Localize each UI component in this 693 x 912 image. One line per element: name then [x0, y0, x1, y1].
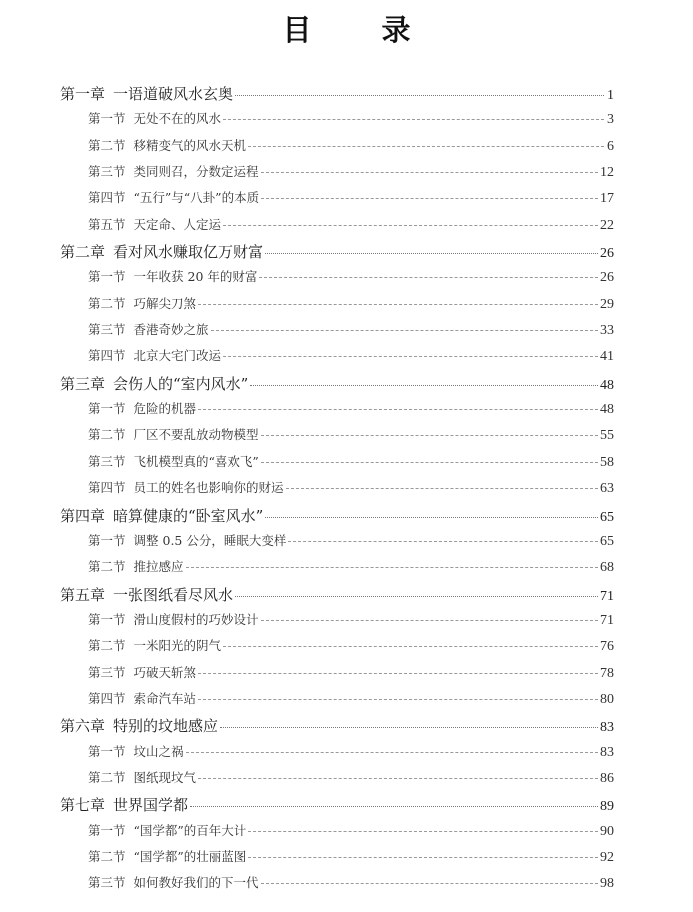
page-number: 76 [600, 639, 614, 655]
section-title: “国学都”的百年大计 [133, 822, 247, 838]
chapter-title: 一语道破风水玄奥 [113, 85, 234, 103]
section-number: 第三节 [88, 322, 126, 338]
toc-section-entry[interactable] [60, 557, 614, 583]
toc-chapter-entry[interactable] [60, 241, 614, 267]
dot-leader [261, 172, 598, 173]
toc-section-entry[interactable] [60, 531, 614, 557]
dot-leader [261, 198, 598, 199]
toc-section-entry[interactable] [60, 873, 614, 899]
dot-leader [248, 146, 604, 147]
toc-chapter-entry[interactable] [60, 83, 614, 109]
dot-leader [265, 517, 598, 518]
section-title: “五行”与“八卦”的本质 [133, 190, 260, 206]
dot-leader [250, 385, 598, 386]
page-number: 65 [600, 509, 614, 525]
page-number: 65 [600, 533, 614, 549]
dot-leader [223, 646, 598, 647]
dot-leader [223, 225, 598, 226]
section-title: 坟山之祸 [133, 743, 184, 759]
page-number: 83 [600, 744, 614, 760]
section-title: 滑山度假村的巧妙设计 [133, 611, 259, 627]
toc-section-entry[interactable] [60, 636, 614, 662]
page-number: 89 [600, 799, 614, 815]
dot-leader [261, 883, 598, 884]
dot-leader [261, 435, 598, 436]
page-number: 26 [600, 270, 614, 286]
page-number: 80 [600, 691, 614, 707]
dot-leader [198, 409, 598, 410]
page-number: 58 [600, 454, 614, 470]
chapter-number: 第三章 [60, 374, 106, 393]
page-number: 71 [600, 612, 614, 628]
toc-section-entry[interactable] [60, 821, 614, 847]
chapter-title: 会伤人的“室内风水” [113, 374, 249, 393]
toc-section-entry[interactable] [60, 425, 614, 451]
section-number: 第四节 [88, 690, 126, 706]
section-number: 第一节 [88, 111, 126, 127]
chapter-title: 一张图纸看尽风水 [113, 585, 234, 604]
toc-section-entry[interactable] [60, 294, 614, 320]
dot-leader [223, 119, 604, 120]
section-number: 第一节 [88, 611, 126, 627]
toc-section-entry[interactable] [60, 768, 614, 794]
page-number: 29 [600, 296, 614, 312]
page-number: 17 [600, 191, 614, 207]
toc-section-entry[interactable] [60, 452, 614, 478]
page-number: 22 [600, 217, 614, 233]
section-number: 第四节 [88, 190, 126, 206]
section-number: 第二节 [88, 427, 126, 443]
page-number: 78 [600, 665, 614, 681]
toc-chapter-entry[interactable] [60, 373, 614, 399]
page-number: 26 [600, 246, 614, 262]
page-title: 目 录 [282, 13, 441, 47]
dot-leader [190, 806, 598, 807]
section-title: 香港奇妙之旅 [133, 322, 209, 338]
dot-leader [248, 831, 598, 832]
toc-chapter-entry[interactable] [60, 505, 614, 531]
toc-section-entry[interactable] [60, 346, 614, 372]
dot-leader [261, 462, 598, 463]
section-number: 第二节 [88, 295, 126, 311]
chapter-number: 第七章 [60, 796, 106, 815]
toc-section-entry[interactable] [60, 136, 614, 162]
table-of-contents [60, 83, 614, 900]
chapter-number: 第二章 [60, 243, 106, 262]
section-title: 飞机模型真的“喜欢飞” [133, 453, 259, 469]
page-number: 48 [600, 377, 614, 393]
page-number: 55 [600, 428, 614, 444]
toc-section-entry[interactable] [60, 847, 614, 873]
dot-leader [235, 596, 598, 597]
chapter-title: 特别的坟地感应 [113, 717, 219, 736]
chapter-number: 第四章 [60, 506, 106, 525]
section-number: 第一节 [88, 532, 126, 548]
section-number: 第二节 [88, 769, 126, 785]
dot-leader [220, 727, 598, 728]
chapter-number: 第六章 [60, 717, 106, 736]
page-number: 92 [600, 849, 614, 865]
section-number: 第三节 [88, 875, 126, 891]
section-title: 无处不在的风水 [133, 111, 222, 127]
dot-leader [198, 673, 598, 674]
toc-chapter-entry[interactable] [60, 794, 614, 820]
dot-leader [288, 541, 598, 542]
toc-section-entry[interactable] [60, 689, 614, 715]
page-number: 68 [600, 560, 614, 576]
page-number: 98 [600, 876, 614, 892]
page-number: 12 [600, 165, 614, 181]
section-title: 推拉感应 [133, 559, 184, 575]
section-title: 一米阳光的阴气 [133, 638, 222, 654]
section-title: 天定命、人定运 [133, 216, 222, 232]
page-number: 6 [607, 138, 614, 154]
section-title: 图纸现坟气 [133, 769, 197, 785]
page-number: 1 [607, 88, 614, 103]
page-number: 48 [600, 402, 614, 418]
dot-leader [261, 620, 598, 621]
section-title: “国学都”的壮丽蓝图 [133, 848, 247, 864]
section-title: 巧解尖刀煞 [133, 295, 197, 311]
dot-leader [235, 95, 604, 96]
dot-leader [198, 778, 598, 779]
section-title: 危险的机器 [133, 401, 197, 417]
toc-section-entry[interactable] [60, 320, 614, 346]
chapter-title: 世界国学都 [113, 796, 189, 815]
page-number: 3 [607, 112, 614, 128]
toc-section-entry[interactable] [60, 188, 614, 214]
toc-chapter-entry[interactable] [60, 584, 614, 610]
dot-leader [198, 304, 598, 305]
page-number: 33 [600, 323, 614, 339]
page-number: 86 [600, 770, 614, 786]
section-title: 调整 0.5 公分，睡眠大变样 [133, 532, 287, 548]
section-title: 移精变气的风水天机 [133, 137, 247, 153]
section-number: 第一节 [88, 401, 126, 417]
dot-leader [186, 567, 598, 568]
section-number: 第四节 [88, 348, 126, 364]
dot-leader [265, 253, 598, 254]
toc-section-entry[interactable] [60, 663, 614, 689]
dot-leader [286, 488, 598, 489]
chapter-number: 第一章 [60, 85, 106, 103]
section-number: 第三节 [88, 664, 126, 680]
section-number: 第一节 [88, 743, 126, 759]
chapter-number: 第五章 [60, 585, 106, 604]
section-title: 一年收获 20 年的财富 [133, 269, 258, 285]
dot-leader [248, 857, 598, 858]
toc-section-entry[interactable] [60, 267, 614, 293]
section-title: 索命汽车站 [133, 690, 197, 706]
toc-section-entry[interactable] [60, 215, 614, 241]
page-number: 71 [600, 588, 614, 604]
section-title: 员工的姓名也影响你的财运 [133, 480, 284, 496]
dot-leader [186, 752, 598, 753]
section-title: 厂区不要乱放动物模型 [133, 427, 259, 443]
section-title: 北京大宅门改运 [133, 348, 222, 364]
toc-section-entry[interactable] [60, 610, 614, 636]
section-number: 第二节 [88, 137, 126, 153]
section-number: 第一节 [88, 269, 126, 285]
dot-leader [223, 356, 598, 357]
chapter-title: 暗算健康的“卧室风水” [113, 506, 264, 525]
section-title: 如何教好我们的下一代 [133, 875, 259, 891]
page-number: 63 [600, 481, 614, 497]
toc-section-entry[interactable] [60, 162, 614, 188]
toc-section-entry[interactable] [60, 109, 614, 135]
dot-leader [198, 699, 598, 700]
dot-leader [211, 330, 598, 331]
dot-leader [259, 277, 598, 278]
page-number: 83 [600, 720, 614, 736]
section-number: 第三节 [88, 164, 126, 180]
section-number: 第二节 [88, 638, 126, 654]
toc-section-entry[interactable] [60, 478, 614, 504]
section-title: 类同则召，分数定运程 [133, 164, 259, 180]
section-number: 第三节 [88, 453, 126, 469]
toc-section-entry[interactable] [60, 742, 614, 768]
page-number: 41 [600, 349, 614, 365]
section-number: 第五节 [88, 216, 126, 232]
section-number: 第一节 [88, 822, 126, 838]
section-number: 第四节 [88, 480, 126, 496]
toc-section-entry[interactable] [60, 399, 614, 425]
page-number: 90 [600, 823, 614, 839]
chapter-title: 看对风水赚取亿万财富 [113, 243, 264, 262]
section-number: 第二节 [88, 848, 126, 864]
section-title: 巧破天斩煞 [133, 664, 197, 680]
section-number: 第二节 [88, 559, 126, 575]
toc-chapter-entry[interactable] [60, 715, 614, 741]
